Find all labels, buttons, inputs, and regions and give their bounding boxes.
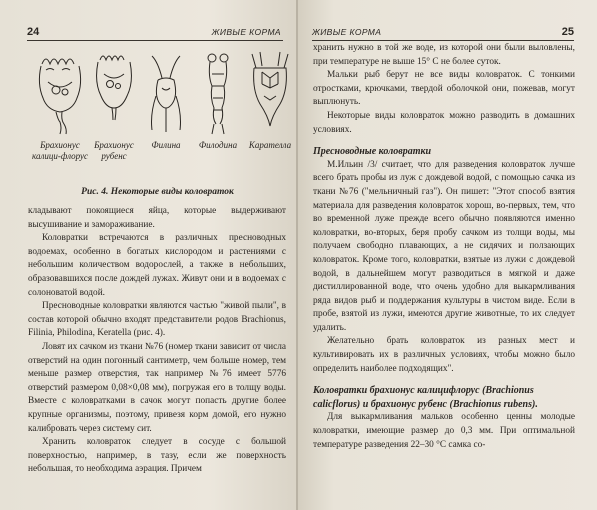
- figure-label-philodina: Филодина: [198, 140, 238, 150]
- right-page-number: 25: [561, 26, 574, 38]
- figure-label-keratella: Карателла: [248, 140, 292, 150]
- keratella-illustration: [242, 50, 298, 180]
- left-page-header: [27, 26, 283, 41]
- section-heading-brachionus: Коловратки брахионус калицифлорус (Brachionus calicflorus) и брахионус рубенс (Brachionus rubens).: [313, 385, 538, 410]
- paragraph: М.Ильин /3/ считает, что для разведения коловраток лучше всего брать пробы из луж с дождевой водой, с помощью сачка из ткани №76 ("мельничный газ"). Он пишет: "Этот способ взятия материала для разведения коловраток хорош, во-первых, тем, что во временной луже прежде всего обычно появляются именно коловратки, во-вторых, беря пробу сачком из толщи воды, мы получаем свободно плавающих, а не сидячих и ползающих коловраток. Кроме того, коловратки, взятые из лужи с дождевой водой, в дальнейшем могут разводиться в мягкой и даже дистиллированной воде, что очень удобно для выкармливания ряда видов рыб и поддержания культуры в чистом виде. Если в пробе, взятой из лужи, имеются другие животные, то их следует удалить.: [313, 159, 575, 333]
- paragraph: кладывают покоящиеся яйца, которые выдерживают высушивание и замораживание.: [28, 206, 286, 230]
- figure-caption: Рис. 4. Некоторые виды коловраток: [81, 187, 234, 197]
- right-page-header: [312, 26, 574, 41]
- paragraph: хранить нужно в той же воде, из которой они были выловлены, при температуре не выше 15° С не более суток.: [313, 43, 575, 67]
- rotifer-figure: [30, 50, 292, 225]
- brachionus-rubens-illustration: [86, 50, 142, 180]
- figure-label-brachionus-rubens: Брахионус рубенс: [94, 140, 134, 161]
- paragraph: Мальки рыб берут не все виды коловраток. С тонкими отростками, крючками, твердой оболочкой они, пожевав, могут выплюнуть.: [313, 70, 575, 108]
- brachionus-calyciflorus-drawing: [32, 50, 88, 138]
- right-running-head: ЖИВЫЕ КОРМА: [312, 27, 382, 37]
- right-page-body: [313, 42, 575, 452]
- paragraph: Коловратки встречаются в различных пресноводных водоемах, особенно в богатых кислородом и растениями с небольшим количеством водорослей, а также в небольших, образовавшихся после дождей лужах. Живут они и в водоемах с солоноватой водой.: [28, 233, 286, 298]
- paragraph: Желательно брать коловраток из разных мест и культивировать их в различных условиях, чтобы можно было определить наиболее подходящих".: [313, 336, 575, 374]
- brachionus-calyciflorus-illustration: [32, 50, 88, 180]
- paragraph: Некоторые виды коловраток можно разводить в домашних условиях.: [313, 110, 575, 135]
- left-page-body: [28, 205, 286, 477]
- paragraph: Ловят их сачком из ткани №76 (номер ткани зависит от числа отверстий на один погонный сантиметр, чем больше номер, тем меньше размер отверстия, так например №76 имеет 5776 отверстий размером 0,08×0,08 мм), погружая его в толщу воды. Вместе с коловратками в сачок могут попасть другие более крупные организмы, поэтому, привезя корм домой, его нужно калибровать через систему сит.: [28, 341, 286, 434]
- paragraph: Пресноводные коловратки являются частью "живой пыли", в состав которой обычно входят представители родов Brachionus, Filinia, Philodina, Keratella (рис. 4).: [28, 301, 286, 339]
- paragraph: Хранить коловраток следует в сосуде с большой поверхностью, например, в тазу, если же поверхность небольшая, то необходима аэрация. Причем: [28, 437, 286, 475]
- right-page: [298, 0, 597, 510]
- section-heading-freshwater-rotifers: Пресноводные коловратки: [313, 146, 432, 158]
- figure-label-brachionus-calyciflorus: Брахионус калици-флорус: [32, 140, 88, 161]
- figure-label-filinia: Филина: [151, 140, 181, 150]
- left-page-number: 24: [27, 26, 40, 38]
- paragraph: Для выкармливания мальков особенно ценны молодые коловратки, имеющие размер до 0,3 мм. При оптимальной температуре разведения 22–30 °С самка со-: [313, 412, 575, 450]
- left-page: [0, 0, 298, 510]
- filinia-drawing: [138, 50, 194, 138]
- left-running-head: ЖИВЫЕ КОРМА: [211, 27, 281, 37]
- brachionus-rubens-drawing: [86, 50, 142, 138]
- philodina-illustration: [190, 50, 246, 180]
- philodina-drawing: [190, 50, 246, 138]
- keratella-drawing: [242, 50, 298, 138]
- filinia-illustration: [138, 50, 194, 180]
